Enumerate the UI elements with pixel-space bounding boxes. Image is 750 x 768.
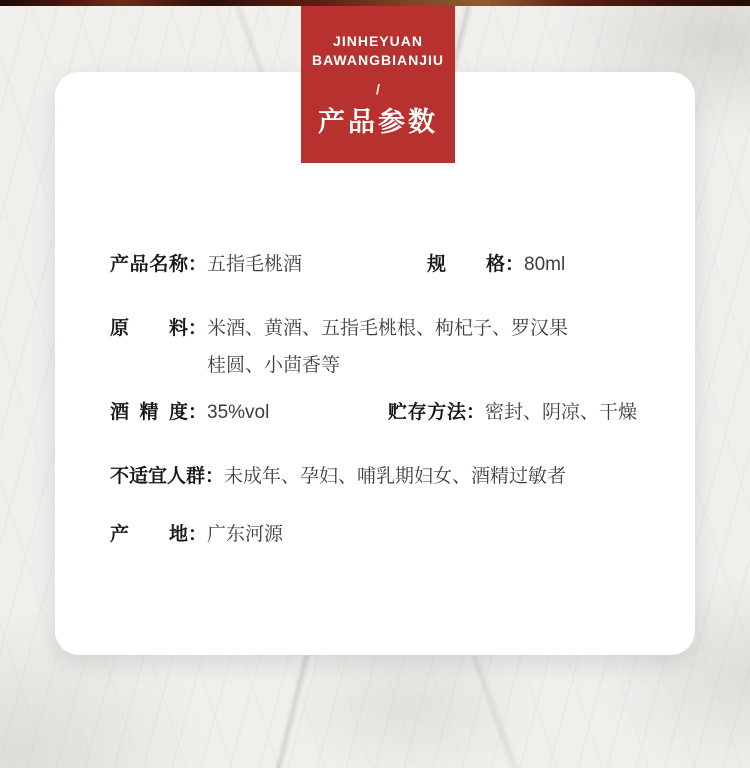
- spec-row-product-name: [110, 252, 640, 278]
- label-colon: ：: [188, 402, 208, 423]
- spec-value-unsuitable-people: 未成年、孕妇、哺乳期妇女、酒精过敏者: [224, 466, 567, 487]
- spec-label-product-name: 产品名称: [110, 254, 188, 275]
- ingredients-line-2: 桂圆、小茴香等: [207, 355, 341, 376]
- spec-label-size: 规格: [427, 254, 505, 275]
- label-colon: ：: [188, 524, 208, 545]
- spec-value-origin: 广东河源: [207, 524, 284, 545]
- spec-row-ingredients: [110, 310, 640, 384]
- spec-row-alcohol: [110, 400, 640, 426]
- spec-label-storage: 贮存方法: [388, 402, 466, 423]
- spec-label-unsuitable-people: 不适宜人群: [110, 466, 206, 487]
- slash-divider: /: [376, 81, 380, 97]
- spec-value-ingredients: [207, 310, 568, 384]
- spec-value-storage: 密封、阴凉、干燥: [485, 402, 638, 423]
- spec-label-ingredients: 原料: [110, 318, 188, 339]
- ingredients-line-1: 米酒、黄酒、五指毛桃根、枸杞子、罗汉果: [207, 318, 569, 339]
- label-colon: ：: [188, 254, 208, 275]
- label-colon: ：: [205, 466, 225, 487]
- label-colon: ：: [505, 254, 525, 275]
- spec-label-origin: 产地: [110, 524, 188, 545]
- brand-name-line-1: JINHEYUAN: [333, 33, 423, 49]
- brand-name-line-2: BAWANGBIANJIU: [311, 52, 444, 68]
- spec-label-alcohol: 酒精度: [110, 402, 188, 423]
- label-colon: ：: [466, 402, 486, 423]
- spec-row-origin: [110, 522, 640, 548]
- spec-value-product-name: 五指毛桃酒: [207, 254, 303, 275]
- product-params-banner: [301, 6, 455, 163]
- spec-pair-spec-size: [427, 252, 565, 278]
- section-title: 产品参数: [318, 107, 438, 137]
- spec-value-size: 80ml: [524, 254, 566, 275]
- label-colon: ：: [188, 318, 208, 339]
- spec-value-alcohol: 35%vol: [207, 402, 270, 423]
- spec-row-unsuitable-people: [110, 464, 640, 490]
- spec-pair-storage: [388, 400, 637, 426]
